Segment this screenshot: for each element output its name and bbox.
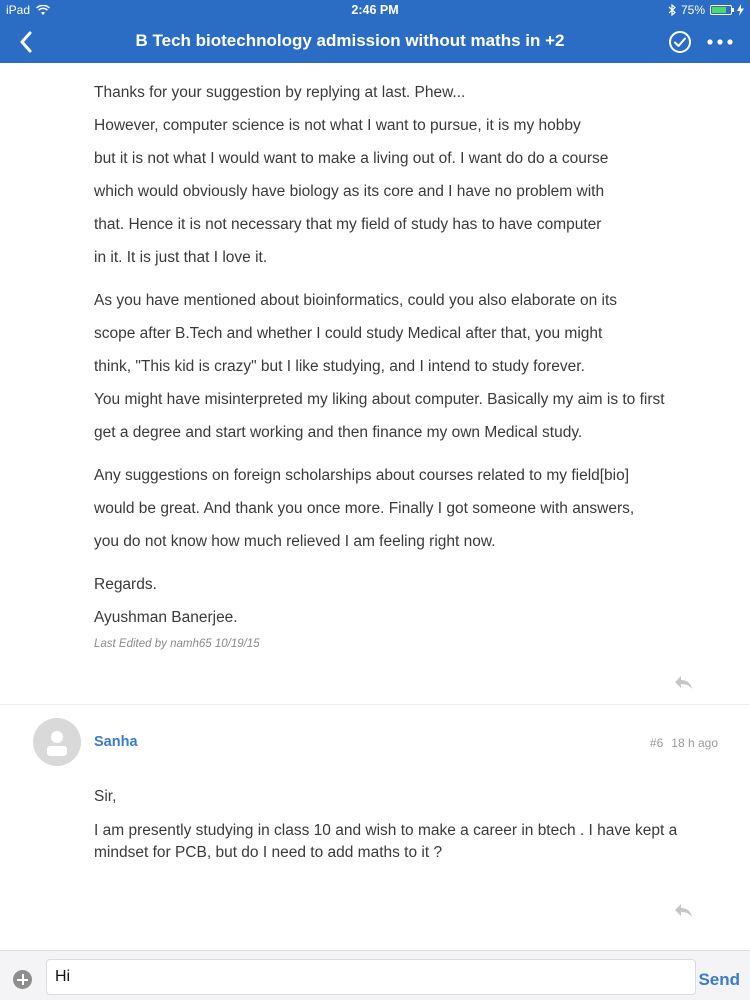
post-line: You might have misinterpreted my liking about computer. Basically my aim is to first xyxy=(94,391,665,408)
reply-icon xyxy=(673,903,695,919)
battery-level xyxy=(712,7,726,13)
charging-icon xyxy=(737,4,744,16)
post-line: However, computer science is not what I want to pursue, it is my hobby xyxy=(94,117,581,134)
post-line: in it. It is just that I love it. xyxy=(94,249,268,266)
post-line: you do not know how much relieved I am feeling right now. xyxy=(94,533,496,550)
reply-icon xyxy=(673,675,695,691)
back-button[interactable] xyxy=(12,26,40,58)
more-dots-icon xyxy=(706,32,734,52)
chevron-left-icon xyxy=(19,31,33,53)
reply-line: mindset for PCB, but do I need to add maths to it ? xyxy=(94,844,443,861)
reply-button[interactable] xyxy=(673,675,695,691)
device-name: iPad xyxy=(6,3,31,17)
post-divider xyxy=(0,704,750,705)
post-line: scope after B.Tech and whether I could study Medical after that, you might xyxy=(94,325,603,342)
post-line: which would obviously have biology as its core and I have no problem with xyxy=(94,183,605,200)
post-time: 18 h ago xyxy=(671,736,718,750)
post-line: Thanks for your suggestion by replying at last. Phew... xyxy=(94,84,466,101)
post-line: that. Hence it is not necessary that my field of study has to have computer xyxy=(94,216,602,233)
avatar[interactable] xyxy=(33,718,81,766)
post-line: As you have mentioned about bioinformatics, could you also elaborate on its xyxy=(94,292,618,309)
check-circle-icon xyxy=(668,30,692,54)
post-line: would be great. And thank you once more. Finally I got someone with answers, xyxy=(94,500,635,517)
post-closing: Regards. xyxy=(94,576,157,593)
post-body xyxy=(94,76,714,634)
add-attachment-button[interactable] xyxy=(13,970,32,989)
nav-bar xyxy=(0,22,750,62)
battery-percent: 75% xyxy=(680,3,705,17)
user-icon xyxy=(33,718,81,766)
post-number: #6 xyxy=(649,736,664,750)
post-meta xyxy=(650,736,718,750)
post-paragraph xyxy=(94,76,714,274)
message-input[interactable] xyxy=(46,959,696,995)
reply-body xyxy=(94,786,704,864)
app-header xyxy=(0,0,750,63)
post-line: Any suggestions on foreign scholarships about courses related to my field[bio] xyxy=(94,467,630,484)
reply-greeting: Sir, xyxy=(94,788,117,805)
status-bar xyxy=(0,0,750,20)
more-options-button[interactable] xyxy=(706,32,734,52)
post-line: but it is not what I would want to make a living out of. I want do do a course xyxy=(94,150,609,167)
battery-icon xyxy=(710,5,732,15)
bluetooth-icon xyxy=(668,4,676,16)
post-line: get a degree and start working and then finance my own Medical study. xyxy=(94,424,583,441)
post-paragraph xyxy=(94,284,714,449)
reply-composer xyxy=(0,950,750,1000)
post-signature-block xyxy=(94,568,714,634)
post-signature: Ayushman Banerjee. xyxy=(94,609,238,626)
send-button[interactable]: Send xyxy=(698,970,740,989)
mark-read-button[interactable] xyxy=(668,30,692,54)
reply-button[interactable] xyxy=(673,903,695,919)
reply-line: I am presently studying in class 10 and wish to make a career in btech . I have kept a xyxy=(94,822,678,839)
status-time: 2:46 PM xyxy=(351,3,399,17)
post-paragraph xyxy=(94,459,714,558)
author-name[interactable]: Sanha xyxy=(94,734,138,750)
last-edited-note: Last Edited by namh65 10/19/15 xyxy=(94,638,260,650)
status-right xyxy=(668,3,744,17)
page-title: B Tech biotechnology admission without maths in +2 xyxy=(135,31,565,50)
post-line: think, "This kid is crazy" but I like studying, and I intend to study forever. xyxy=(94,358,585,375)
